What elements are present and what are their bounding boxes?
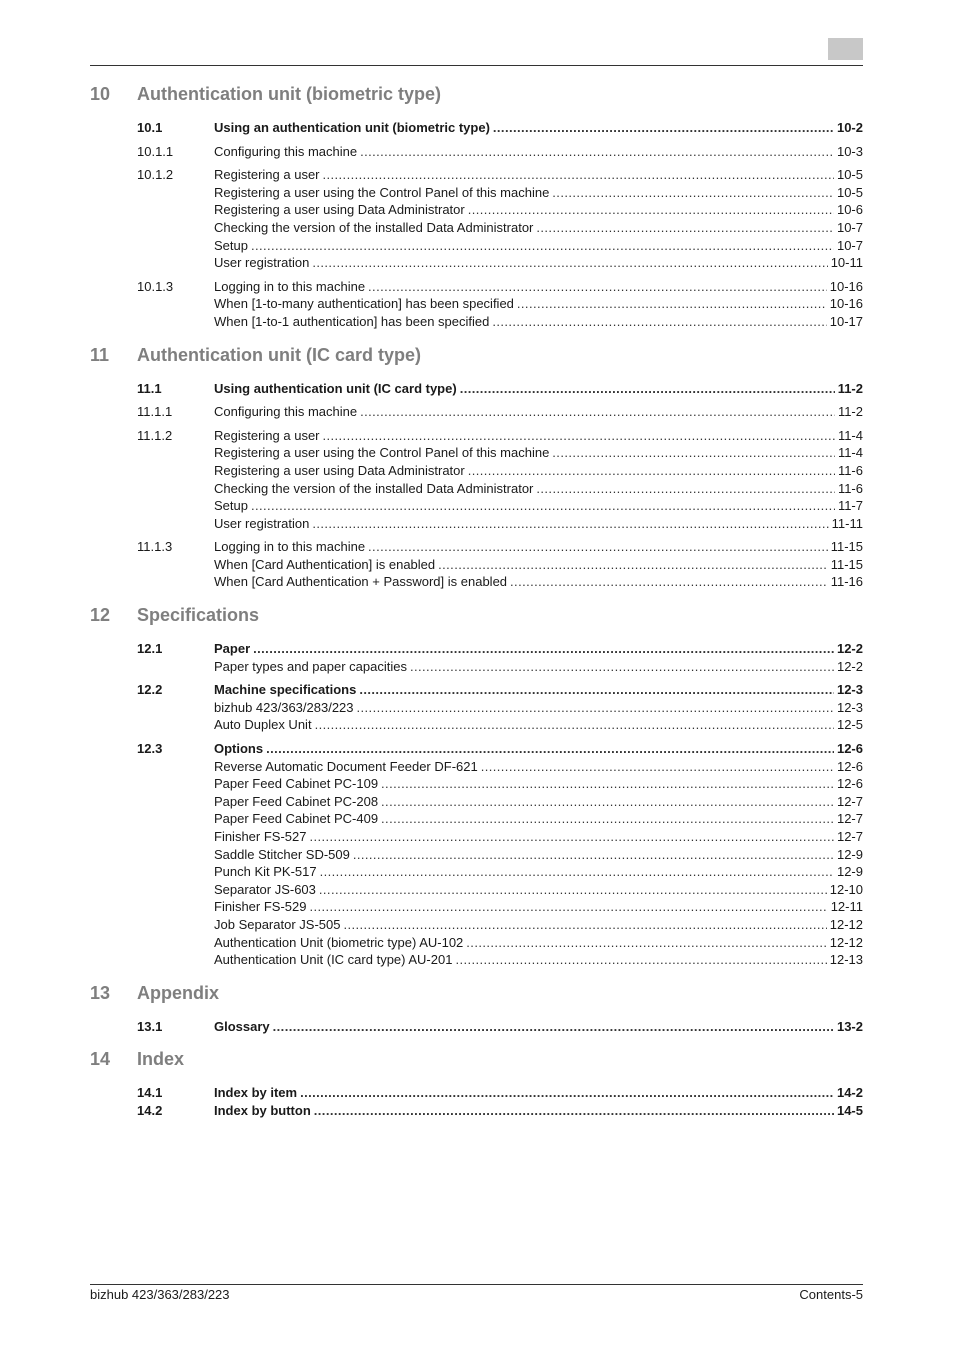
- dot-leader: [368, 538, 828, 556]
- toc-entry-title: Checking the version of the installed Data Administrator: [214, 219, 534, 235]
- footer-page-number: Contents-5: [799, 1287, 863, 1302]
- footer-rule: [90, 1284, 863, 1285]
- toc-entry-title: Authentication Unit (biometric type) AU-102: [214, 934, 464, 950]
- toc-entry[interactable]: [90, 184, 863, 202]
- dot-leader: [381, 775, 834, 793]
- toc-entry-number: 11.1.2: [137, 427, 173, 443]
- toc-entry-title: Glossary: [214, 1018, 270, 1034]
- chapter-heading[interactable]: [90, 983, 863, 1011]
- toc-entry-page: 10-7: [836, 237, 863, 253]
- dot-leader: [360, 143, 834, 161]
- toc-entry-number: 11.1.3: [137, 539, 173, 555]
- dot-leader: [536, 219, 834, 237]
- toc-entry-page: 12-3: [836, 699, 863, 715]
- toc-entry-page: 12-9: [836, 864, 863, 880]
- toc-entry-title: Paper Feed Cabinet PC-109: [214, 776, 379, 792]
- toc-entry[interactable]: [90, 716, 863, 734]
- dot-leader: [481, 758, 834, 776]
- toc-entry[interactable]: [90, 254, 863, 272]
- toc-entry[interactable]: [90, 775, 863, 793]
- toc-entry-title: Logging in to this machine: [214, 278, 366, 294]
- toc-section: [90, 538, 863, 591]
- toc-entry-title: Registering a user using Data Administrator: [214, 462, 465, 478]
- chapter-heading[interactable]: [90, 1049, 863, 1077]
- chapter-number: 10: [90, 84, 111, 104]
- dot-leader: [273, 1018, 834, 1036]
- chapter: [90, 345, 863, 592]
- toc-entry-page: 11-15: [830, 556, 863, 572]
- toc-entry[interactable]: [90, 166, 863, 184]
- toc-entry-title: Logging in to this machine: [214, 539, 366, 555]
- chapter-heading[interactable]: [90, 605, 863, 633]
- toc-entry-title: Saddle Stitcher SD-509: [214, 846, 350, 862]
- toc-entry-number: 10.1: [137, 120, 163, 135]
- toc-entry[interactable]: [90, 1018, 863, 1036]
- dot-leader: [360, 403, 835, 421]
- toc-entry-title: Job Separator JS-505: [214, 916, 341, 932]
- toc-entry[interactable]: [90, 740, 863, 758]
- dot-leader: [410, 658, 834, 676]
- chapter-heading[interactable]: [90, 84, 863, 112]
- header-tab-marker: [828, 38, 863, 60]
- dot-leader: [517, 295, 827, 313]
- dot-leader: [300, 1084, 834, 1102]
- toc-entry-page: 10-7: [836, 219, 863, 235]
- toc-entry[interactable]: [90, 573, 863, 591]
- toc-entry-title: When [Card Authentication] is enabled: [214, 556, 436, 572]
- toc-entry-title: Authentication Unit (IC card type) AU-201: [214, 952, 453, 968]
- toc-entry-page: 12-6: [836, 741, 863, 757]
- toc-entry-title: Paper Feed Cabinet PC-208: [214, 793, 379, 809]
- dot-leader: [468, 462, 835, 480]
- toc-entry[interactable]: [90, 1102, 863, 1120]
- dot-leader: [309, 898, 827, 916]
- toc-entry-page: 14-2: [836, 1085, 863, 1101]
- toc-entry[interactable]: [90, 556, 863, 574]
- toc-section: [90, 403, 863, 421]
- chapter-title: Specifications: [137, 605, 260, 626]
- toc-entry-title: Paper: [214, 641, 251, 657]
- toc-entry-number: 12.3: [137, 741, 163, 757]
- dot-leader: [315, 716, 834, 734]
- chapter: [90, 983, 863, 1036]
- toc-entry[interactable]: [90, 201, 863, 219]
- toc-entry-page: 12-12: [829, 934, 863, 950]
- toc-entry-title: When [Card Authentication + Password] is enabled: [214, 574, 508, 590]
- toc-entry[interactable]: [90, 295, 863, 313]
- toc-section: [90, 740, 863, 969]
- dot-leader: [309, 828, 833, 846]
- toc-entry[interactable]: [90, 881, 863, 899]
- toc-entry[interactable]: [90, 497, 863, 515]
- dot-leader: [312, 254, 827, 272]
- toc-entry-number: 10.1.1: [137, 143, 174, 159]
- toc-entry-page: 12-5: [836, 717, 863, 733]
- toc-entry-number: 10.1.3: [137, 278, 174, 294]
- toc-entry[interactable]: [90, 640, 863, 658]
- dot-leader: [251, 237, 834, 255]
- dot-leader: [492, 313, 826, 331]
- toc-entry-page: 11-11: [831, 515, 863, 531]
- toc-entry[interactable]: [90, 934, 863, 952]
- toc-entry-number: 14.1: [137, 1085, 163, 1101]
- toc-entry[interactable]: [90, 846, 863, 864]
- toc-entry-title: Configuring this machine: [214, 404, 358, 420]
- toc-entry-page: 10-16: [829, 296, 863, 312]
- toc-entry-title: bizhub 423/363/283/223: [214, 699, 354, 715]
- dot-leader: [468, 201, 834, 219]
- toc-entry-page: 12-9: [836, 846, 863, 862]
- toc-entry-page: 10-17: [829, 313, 863, 329]
- dot-leader: [466, 934, 826, 952]
- chapter: [90, 84, 863, 331]
- toc-entry[interactable]: [90, 699, 863, 717]
- toc-entry-title: Finisher FS-527: [214, 829, 307, 844]
- toc-entry[interactable]: [90, 313, 863, 331]
- toc-section: [90, 380, 863, 398]
- toc-entry-page: 12-13: [829, 952, 863, 968]
- toc-entry-page: 12-3: [836, 682, 863, 698]
- dot-leader: [266, 740, 834, 758]
- toc-entry[interactable]: [90, 444, 863, 462]
- toc-entry-page: 10-2: [836, 120, 863, 135]
- toc-entry-page: 11-2: [837, 404, 863, 420]
- chapter-title: Authentication unit (IC card type): [137, 344, 422, 365]
- toc-entry-page: 10-11: [830, 255, 863, 271]
- toc-entry[interactable]: [90, 427, 863, 445]
- toc-entry-title: Using an authentication unit (biometric type): [214, 120, 490, 135]
- toc-entry[interactable]: [90, 793, 863, 811]
- toc-entry-number: 12.1: [137, 641, 163, 657]
- toc-entry-page: 10-16: [829, 278, 863, 294]
- toc-entry-title: Finisher FS-529: [214, 899, 307, 915]
- dot-leader: [552, 184, 834, 202]
- toc-entry-title: Configuring this machine: [214, 143, 358, 159]
- toc-entry-page: 11-2: [837, 380, 863, 396]
- toc-entry-number: 11.1: [137, 380, 162, 396]
- toc-entry-page: 11-7: [837, 498, 863, 514]
- toc-entry-page: 12-6: [836, 758, 863, 774]
- toc-entry-number: 14.2: [137, 1102, 163, 1118]
- toc-entry[interactable]: [90, 380, 863, 398]
- toc-section: [90, 427, 863, 533]
- toc-entry-title: Separator JS-603: [214, 881, 316, 897]
- chapter-number: 13: [90, 982, 111, 1003]
- toc-entry-title: User registration: [214, 255, 310, 271]
- toc-entry-title: Registering a user using the Control Panel of this machine: [214, 184, 550, 200]
- toc-entry-page: 12-11: [830, 899, 863, 915]
- toc-entry-page: 10-6: [836, 202, 863, 218]
- dot-leader: [323, 427, 835, 445]
- toc-entry-page: 12-2: [836, 641, 863, 657]
- toc-entry[interactable]: [90, 681, 863, 699]
- table-of-contents: [90, 84, 863, 1134]
- toc-entry-page: 12-10: [829, 881, 863, 897]
- dot-leader: [357, 699, 834, 717]
- toc-entry-number: 13.1: [137, 1018, 163, 1034]
- toc-entry-page: 12-7: [836, 811, 863, 827]
- chapter-number: 14: [90, 1049, 111, 1070]
- dot-leader: [320, 863, 834, 881]
- toc-entry[interactable]: [90, 1084, 863, 1102]
- dot-leader: [381, 810, 834, 828]
- toc-entry[interactable]: [90, 515, 863, 533]
- dot-leader: [323, 166, 834, 184]
- toc-entry-page: 11-15: [830, 539, 863, 555]
- toc-section: [90, 166, 863, 272]
- dot-leader: [438, 556, 828, 574]
- toc-entry-number: 12.2: [137, 682, 163, 698]
- dot-leader: [314, 1102, 834, 1120]
- dot-leader: [381, 793, 834, 811]
- toc-entry[interactable]: [90, 658, 863, 676]
- toc-section: [90, 143, 863, 161]
- dot-leader: [536, 480, 835, 498]
- dot-leader: [319, 881, 827, 899]
- toc-section: [90, 119, 863, 137]
- toc-entry[interactable]: [90, 119, 863, 137]
- toc-entry[interactable]: [90, 278, 863, 296]
- toc-entry[interactable]: [90, 219, 863, 237]
- chapter-heading[interactable]: [90, 345, 863, 373]
- toc-entry-title: Registering a user: [214, 167, 320, 183]
- chapter-title: Appendix: [137, 982, 220, 1003]
- dot-leader: [251, 497, 835, 515]
- toc-entry-page: 12-6: [836, 776, 863, 792]
- toc-entry[interactable]: [90, 403, 863, 421]
- dot-leader: [552, 444, 835, 462]
- chapter: [90, 605, 863, 969]
- toc-section: [90, 1018, 863, 1036]
- toc-entry-title: Paper types and paper capacities: [214, 658, 407, 674]
- toc-entry-page: 14-5: [836, 1102, 863, 1118]
- chapter: [90, 1049, 863, 1119]
- dot-leader: [253, 640, 834, 658]
- toc-entry-number: 10.1.2: [137, 167, 174, 183]
- toc-entry-title: Checking the version of the installed Data Administrator: [214, 480, 534, 496]
- chapter-number: 12: [90, 605, 111, 626]
- toc-entry-title: Registering a user using Data Administrator: [214, 202, 465, 218]
- toc-entry-title: Options: [214, 741, 264, 757]
- toc-entry[interactable]: [90, 143, 863, 161]
- toc-entry[interactable]: [90, 462, 863, 480]
- toc-entry-page: 12-7: [836, 793, 863, 809]
- toc-entry-title: Index by item: [214, 1085, 298, 1101]
- dot-leader: [455, 951, 826, 969]
- toc-entry[interactable]: [90, 758, 863, 776]
- toc-section: [90, 278, 863, 331]
- chapter-title: Index: [137, 1049, 185, 1070]
- toc-entry-title: When [1-to-1 authentication] has been specified: [214, 313, 490, 329]
- toc-entry[interactable]: [90, 916, 863, 934]
- dot-leader: [510, 573, 828, 591]
- chapter-number: 11: [90, 344, 110, 365]
- toc-entry-title: User registration: [214, 515, 310, 531]
- toc-entry-title: Machine specifications: [214, 682, 357, 698]
- toc-entry[interactable]: [90, 538, 863, 556]
- dot-leader: [368, 278, 827, 296]
- toc-entry-number: 11.1.1: [137, 404, 173, 420]
- chapter-title: Authentication unit (biometric type): [137, 84, 441, 104]
- dot-leader: [493, 119, 834, 137]
- toc-section: [90, 681, 863, 734]
- toc-entry-page: 12-12: [829, 916, 863, 932]
- toc-entry-title: Registering a user using the Control Panel of this machine: [214, 445, 550, 461]
- toc-section: [90, 640, 863, 675]
- toc-entry-page: 11-4: [837, 445, 863, 461]
- toc-entry-page: 10-5: [836, 167, 863, 183]
- dot-leader: [353, 846, 834, 864]
- toc-entry[interactable]: [90, 828, 863, 846]
- toc-entry[interactable]: [90, 951, 863, 969]
- toc-entry[interactable]: [90, 237, 863, 255]
- toc-entry[interactable]: [90, 863, 863, 881]
- dot-leader: [343, 916, 826, 934]
- toc-entry-title: Punch Kit PK-517: [214, 864, 317, 880]
- toc-entry-title: When [1-to-many authentication] has been specified: [214, 296, 514, 312]
- toc-entry-title: Registering a user: [214, 427, 320, 443]
- toc-entry[interactable]: [90, 898, 863, 916]
- toc-entry-page: 11-6: [837, 462, 863, 478]
- toc-entry-page: 12-2: [836, 658, 863, 674]
- footer-product-name: bizhub 423/363/283/223: [90, 1287, 230, 1302]
- toc-entry-page: 10-3: [836, 143, 863, 159]
- toc-entry-page: 11-4: [837, 427, 863, 443]
- toc-entry-title: Index by button: [214, 1102, 311, 1118]
- toc-entry[interactable]: [90, 810, 863, 828]
- dot-leader: [312, 515, 828, 533]
- toc-entry-title: Using authentication unit (IC card type): [214, 380, 457, 396]
- toc-entry-title: Paper Feed Cabinet PC-409: [214, 811, 379, 827]
- toc-entry-page: 12-7: [836, 829, 863, 844]
- toc-entry-title: Setup: [214, 498, 248, 514]
- toc-entry-title: Reverse Automatic Document Feeder DF-621: [214, 758, 478, 774]
- toc-entry-title: Auto Duplex Unit: [214, 717, 312, 733]
- toc-entry[interactable]: [90, 480, 863, 498]
- toc-entry-page: 11-16: [830, 574, 863, 590]
- header-rule: [90, 65, 863, 66]
- dot-leader: [359, 681, 834, 699]
- toc-entry-page: 13-2: [836, 1018, 863, 1034]
- dot-leader: [460, 380, 835, 398]
- toc-entry-page: 11-6: [837, 480, 863, 496]
- toc-section: [90, 1084, 863, 1119]
- toc-entry-title: Setup: [214, 237, 248, 253]
- toc-entry-page: 10-5: [836, 184, 863, 200]
